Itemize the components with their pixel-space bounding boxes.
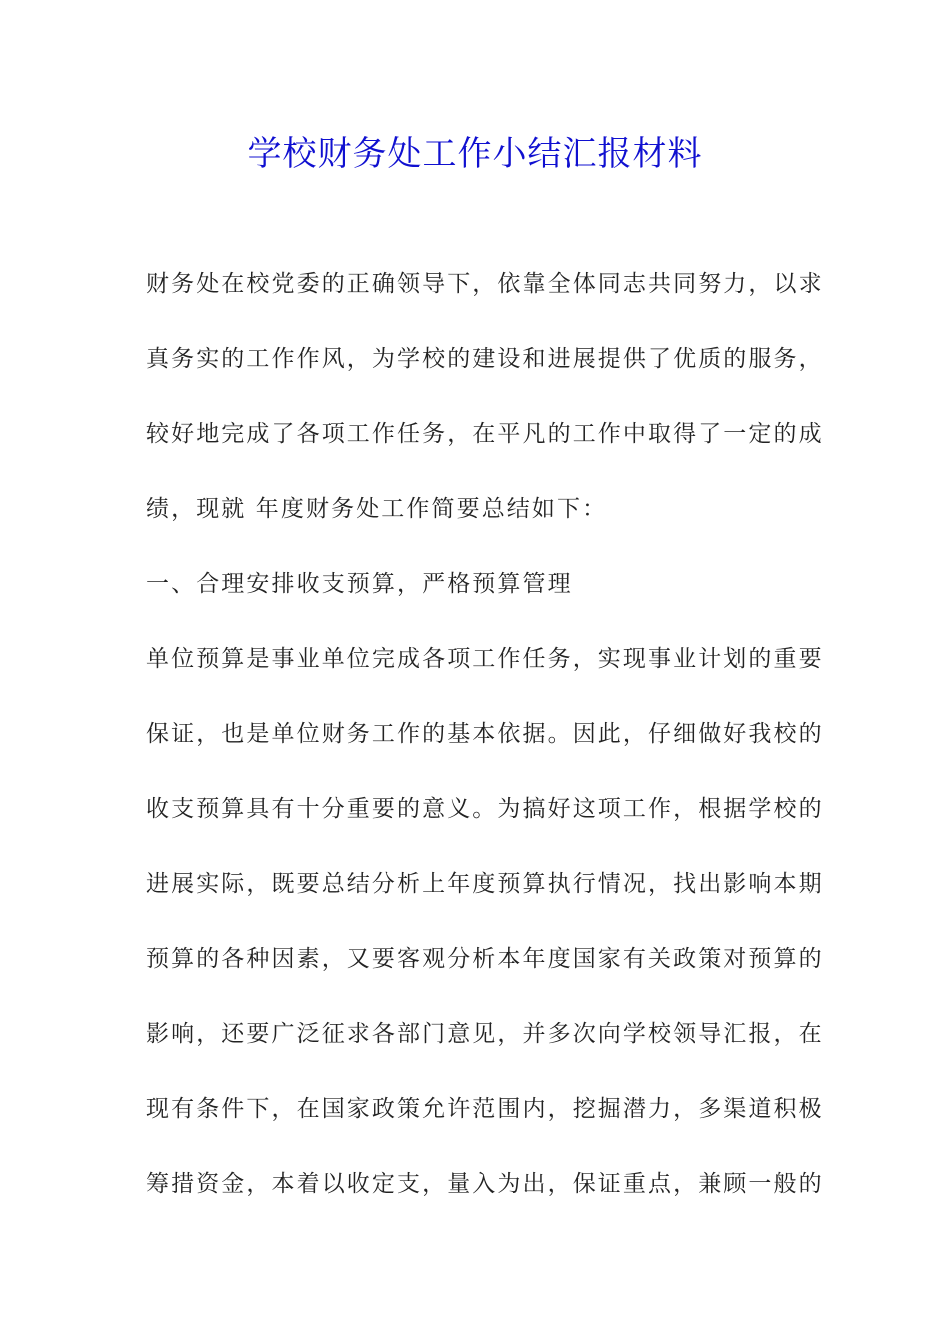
body-line-1: 财务处在校党委的正确领导下，依靠全体同志共同努力，以求 bbox=[146, 271, 824, 297]
body-line-10: 预算的各种因素，又要客观分析本年度国家有关政策对预算的 bbox=[146, 946, 824, 972]
body-line-2: 真务实的工作作风，为学校的建设和进展提供了优质的服务， bbox=[146, 346, 824, 372]
body-line-4: 绩，现就 年度财务处工作简要总结如下： bbox=[146, 496, 608, 522]
body-line-3: 较好地完成了各项工作任务，在平凡的工作中取得了一定的成 bbox=[146, 421, 824, 447]
body-line-6: 单位预算是事业单位完成各项工作任务，实现事业计划的重要 bbox=[146, 646, 824, 672]
body-line-11: 影响，还要广泛征求各部门意见，并多次向学校领导汇报，在 bbox=[146, 1021, 824, 1047]
body-line-7: 保证，也是单位财务工作的基本依据。因此，仔细做好我校的 bbox=[146, 721, 824, 747]
section-heading-1: 一、合理安排收支预算，严格预算管理 bbox=[146, 571, 573, 597]
body-line-13: 筹措资金，本着以收定支，量入为出，保证重点，兼顾一般的 bbox=[146, 1171, 824, 1197]
body-line-8: 收支预算具有十分重要的意义。为搞好这项工作，根据学校的 bbox=[146, 796, 824, 822]
body-line-12: 现有条件下，在国家政策允许范围内，挖掘潜力，多渠道积极 bbox=[146, 1096, 824, 1122]
body-line-9: 进展实际，既要总结分析上年度预算执行情况，找出影响本期 bbox=[146, 871, 824, 897]
document-title: 学校财务处工作小结汇报材料 bbox=[247, 134, 703, 174]
